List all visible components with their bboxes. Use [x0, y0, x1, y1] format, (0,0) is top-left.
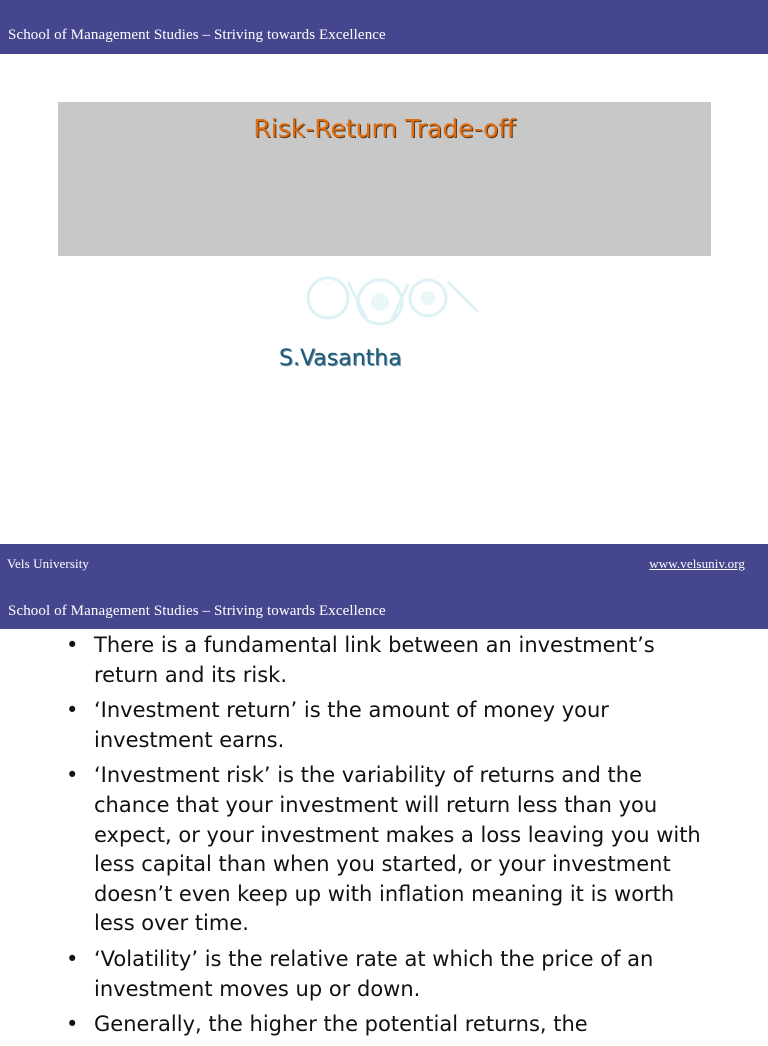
footer-university: Vels University [7, 556, 90, 571]
list-item: • ‘Volatility’ is the relative rate at which the price of an investment moves up or down. [66, 945, 710, 1004]
author-name: S.Vasantha [279, 346, 402, 371]
slide-title: Risk-Return Trade-off [253, 114, 516, 143]
list-item: • ‘Investment risk’ is the variability of returns and the chance that your investment will return less than you expect, or your investment makes a loss leaving you with less capital than when you started, or your investment doesn’t even keep up with inflation meaning it is worth less over time. [66, 761, 710, 939]
bullet-list [66, 631, 710, 1046]
footer-header-band [0, 544, 768, 629]
title-box [58, 102, 711, 256]
list-item: • ‘Investment return’ is the amount of money your investment earns. [66, 696, 710, 755]
school-tagline: School of Management Studies – Striving towards Excellence [8, 27, 386, 43]
list-item: • There is a fundamental link between an investment’s return and its risk. [66, 631, 710, 690]
list-item: • Generally, the higher the potential returns, the [66, 1010, 710, 1040]
school-tagline-2: School of Management Studies – Striving towards Excellence [8, 603, 386, 619]
university-emblem-watermark [288, 262, 504, 344]
header-band [0, 0, 768, 54]
footer-website-link[interactable]: www.velsuniv.org [649, 556, 745, 571]
